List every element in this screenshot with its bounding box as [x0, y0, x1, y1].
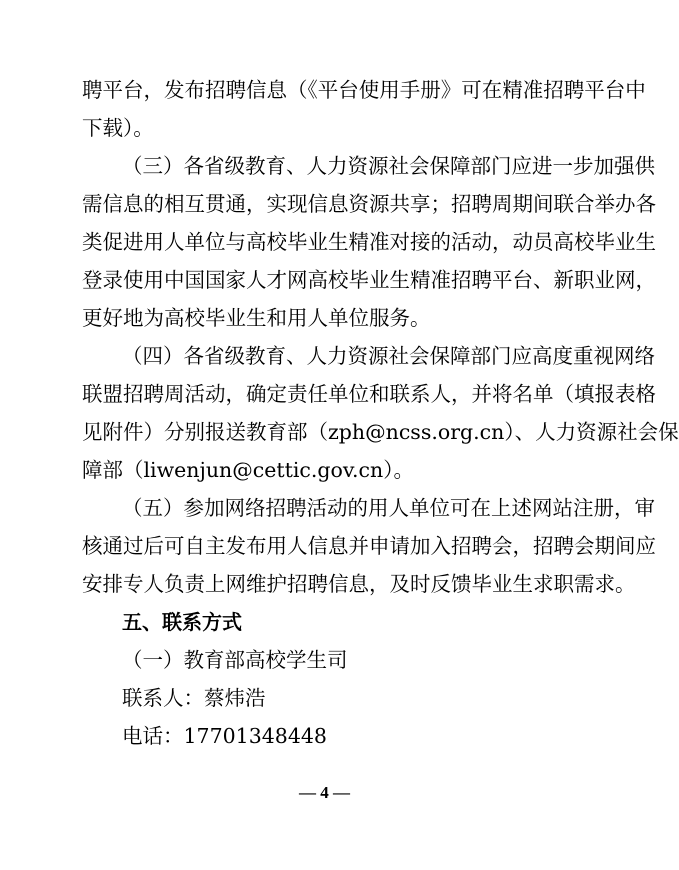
- text-line: 登录使用中国国家人才网高校毕业生精准招聘平台、新职业网，: [82, 268, 656, 292]
- section-heading: 五、联系方式: [122, 610, 242, 634]
- text-line: 核通过后可自主发布用人信息并申请加入招聘会，招聘会期间应: [82, 534, 656, 558]
- paragraph-first-line: （三）各省级教育、人力资源社会保障部门应进一步加强供: [122, 154, 655, 178]
- contact-line: （一）教育部高校学生司: [122, 648, 348, 672]
- text-line: 障部（liwenjun@cettic.gov.cn）。: [82, 458, 414, 482]
- text-line: 下载）。: [82, 116, 154, 140]
- contact-line: 联系人：蔡炜浩: [122, 686, 266, 710]
- text-line: 类促进用人单位与高校毕业生精准对接的活动，动员高校毕业生: [82, 230, 656, 254]
- paragraph-first-line: （四）各省级教育、人力资源社会保障部门应高度重视网络: [122, 344, 655, 368]
- text-line: 需信息的相互贯通，实现信息资源共享；招聘周期间联合举办各: [82, 192, 656, 216]
- paragraph-first-line: （五）参加网络招聘活动的用人单位可在上述网站注册，审: [122, 496, 655, 520]
- text-line: 聘平台，发布招聘信息（《平台使用手册》可在精准招聘平台中: [82, 78, 646, 102]
- page-number: — 4 —: [299, 783, 350, 802]
- text-line: 联盟招聘周活动，确定责任单位和联系人，并将名单（填报表格: [82, 382, 656, 406]
- text-line: 见附件）分别报送教育部（zph@ncss.org.cn）、人力资源社会保: [82, 420, 679, 444]
- text-line: 安排专人负责上网维护招聘信息，及时反馈毕业生求职需求。: [82, 572, 636, 596]
- text-line: 更好地为高校毕业生和用人单位服务。: [82, 306, 431, 330]
- contact-line: 电话：17701348448: [122, 724, 327, 748]
